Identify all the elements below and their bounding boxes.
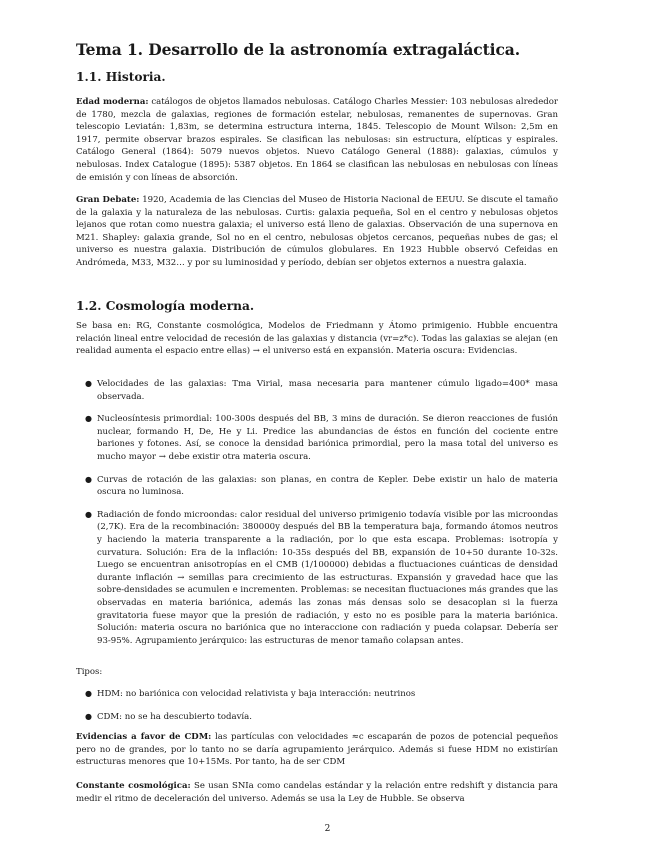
paragraph-gran-debate bbox=[76, 194, 558, 270]
evidence-list bbox=[76, 378, 558, 647]
paragraph-text: Se usan SNIa como candelas estándar y la relación entre redshift y distancia para medir el ritmo de deceleración del universo. Además se usa la Ley de Hubble. Se observa bbox=[76, 781, 558, 804]
list-item bbox=[76, 688, 558, 701]
page-number: 2 bbox=[324, 824, 331, 834]
paragraph-text: 1920, Academia de las Ciencias del Museo de Historia Nacional de EEUU. Se discute el tamaño de la galaxia y la naturaleza de las nebulosas. Curtis: galaxia pequeña, Sol en el centro y nebulosas objetos lejanos que rotan como nuestra galaxia; el universo está lleno de galaxias. Observación de una supernova en M21. Shapley: galaxia grande, Sol no en el centro, nebulosas objetos cercanos, pequeñas nubes de gas; el universo es nuestra galaxia. Distribución de cúmulos globulares. En 1923 Hubble observó Cefeidas en Andrómeda, M33, M32… y por su luminosidad y período, debían ser objetos externos a nuestra galaxia. bbox=[76, 195, 559, 268]
list-item-text: CDM: no se ha descubierto todavía. bbox=[97, 711, 252, 722]
term-evidencias-cdm: Evidencias a favor de CDM: bbox=[76, 732, 212, 742]
list-item bbox=[76, 509, 558, 648]
term-edad-moderna: Edad moderna: bbox=[76, 97, 149, 107]
list-item-text: Radiación de fondo microondas: calor residual del universo primigenio todavía visible por las microondas (2,7K). Era de la recombinación: 380000y después del BB la temperatura baja, formando átomos neutros y haciendo la materia transparente a la radiación, por lo que esta escapa. Problemas: isotropía y curvatura. Solución: Era de la inflación: 10-35s después del BB, expansión de 10+50 durante 10-32s. Luego se encuentran anisotropías en el CMB (1/100000) debidas a fluctuaciones cuánticas de densidad durante inflación → semillas para crecimiento de las estructuras. Expansión y gravedad hace que las sobre-densidades se acumulen e incrementen. Problemas: se necesitan fluctuaciones más grandes que las observadas en materia bariónica, además las zonas más densas solo se desacoplan si la fuerza gravitatoria fuese mayor que la presión de radiación, y esto no es posible para la materia bariónica. Solución: materia oscura no bariónica que no interaccione con radiación y pueda colapsar. Debería ser 93-95%. Agrupamiento jerárquico: las estructuras de menor tamaño colapsan antes. bbox=[97, 509, 558, 646]
paragraph-text: catálogos de objetos llamados nebulosas. Catálogo Charles Messier: 103 nebulosas alrededor de 1780, mezcla de galaxias, regiones de formación estelar, nebulosas, remanentes de supernovas. Gran telescopio Leviatán: 1,83m, se determina estructura interna, 1845. Telescopio de Mount Wilson: 2,5m en 1917, permite observar brazos espirales. Se clasifican las nebulosas: sin estructura, elípticas y espirales. Catálogo General (1864): 5079 nuevos objetos. Nuevo Catálogo General (1888): galaxias, cúmulos y nebulosas. Index Catalogue (1895): 5387 objetos. En 1864 se clasifican las nebulosas en nebulosas con líneas de emisión y con líneas de absorción. bbox=[76, 97, 558, 183]
term-constante-cosmologica: Constante cosmológica: bbox=[76, 781, 191, 791]
list-item-text: HDM: no bariónica con velocidad relativista y baja interacción: neutrinos bbox=[97, 689, 416, 699]
list-item bbox=[76, 711, 558, 724]
list-item-text: Nucleosíntesis primordial: 100-300s después del BB, 3 mins de duración. Se dieron reacciones de fusión nuclear, formando H, De, He y Li. Predice las abundancias de éstos en función del cociente entre bariones y fotones. Así, se conoce la densidad bariónica primordial, pero la masa total del universo es mucho mayor → debe existir otra materia oscura. bbox=[97, 414, 558, 462]
bullet-icon: ● bbox=[85, 414, 92, 424]
section-heading-historia: 1.1. Historia. bbox=[76, 70, 166, 84]
paragraph-edad-moderna bbox=[76, 96, 558, 184]
paragraph-text: las partículas con velocidades ≈c escaparán de pozos de potencial pequeños pero no de grandes, por lo tanto no se daría agrupamiento jerárquico. Además si fuese HDM no existirían estructuras menores que 10+15Ms. Por tanto, ha de ser CDM bbox=[76, 732, 558, 768]
list-item bbox=[76, 413, 558, 463]
list-item bbox=[76, 474, 558, 499]
paragraph-constante-cosmologica bbox=[76, 780, 558, 805]
paragraph-evidencias-cdm bbox=[76, 731, 558, 769]
paragraph-intro-cosmologia: Se basa en: RG, Constante cosmológica, Modelos de Friedmann y Átomo primigenio. Hubble encuentra relación lineal entre velocidad de recesión de las galaxias y distancia (vr=z*c). Todas las galaxias se alejan (en realidad aumenta el espacio entre ellas) → el universo está en expansión. Materia oscura: Evidencias. bbox=[76, 321, 558, 357]
bullet-icon: ● bbox=[85, 509, 92, 519]
list-item bbox=[76, 378, 558, 403]
bullet-icon: ● bbox=[85, 689, 92, 698]
tipos-list bbox=[76, 688, 558, 723]
tipos-label: Tipos: bbox=[76, 667, 103, 677]
section-heading-cosmologia: 1.2. Cosmología moderna. bbox=[76, 299, 255, 313]
bullet-icon: ● bbox=[85, 379, 92, 388]
list-item-text: Velocidades de las galaxias: Tma Virial, masa necesaria para mantener cúmulo ligado=400* masa observada. bbox=[97, 379, 558, 402]
bullet-icon: ● bbox=[85, 474, 92, 484]
list-item-text: Curvas de rotación de las galaxias: son planas, en contra de Kepler. Debe existir un halo de materia oscura no luminosa. bbox=[97, 474, 558, 498]
bullet-icon: ● bbox=[85, 711, 92, 721]
page-title: Tema 1. Desarrollo de la astronomía extragaláctica. bbox=[76, 40, 521, 59]
term-gran-debate: Gran Debate: bbox=[76, 195, 140, 205]
